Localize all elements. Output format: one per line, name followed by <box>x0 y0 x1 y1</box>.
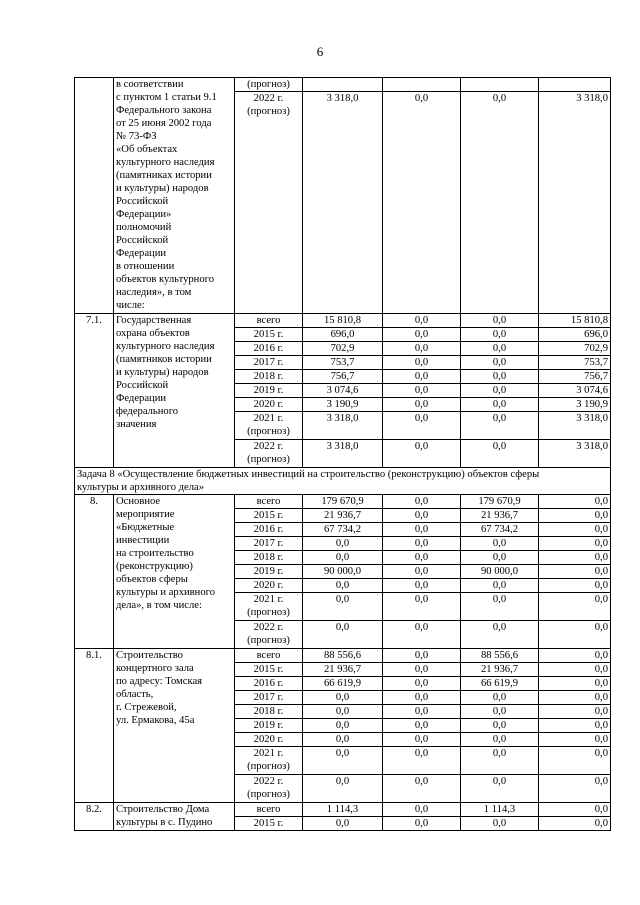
value-cell: 3 318,0 <box>539 92 611 314</box>
value-cell: 3 318,0 <box>539 440 611 468</box>
value-cell: 0,0 <box>461 719 539 733</box>
description-line: (памятников истории <box>116 354 212 365</box>
value-cell: 3 318,0 <box>303 440 383 468</box>
value-cell: 0,0 <box>539 663 611 677</box>
table-row <box>75 314 611 328</box>
value-cell <box>303 78 383 92</box>
value-cell: 0,0 <box>461 92 539 314</box>
year-cell <box>235 677 303 691</box>
year-label: 2017 г. <box>253 538 284 549</box>
value-cell: 0,0 <box>303 537 383 551</box>
year-label: (прогноз) <box>247 79 290 90</box>
value-cell: 0,0 <box>383 537 461 551</box>
value-cell: 0,0 <box>303 719 383 733</box>
row-description <box>114 803 235 831</box>
value-cell: 0,0 <box>303 621 383 649</box>
value-cell: 0,0 <box>383 370 461 384</box>
description-line: федерального <box>116 406 179 417</box>
value-cell: 756,7 <box>539 370 611 384</box>
description-line: культуры и архивного <box>116 587 216 598</box>
year-label: 2021 г. <box>253 594 284 605</box>
value-cell: 0,0 <box>539 719 611 733</box>
value-cell: 0,0 <box>383 495 461 509</box>
description-line: Строительство Дома <box>116 804 210 815</box>
budget-table <box>74 77 611 831</box>
year-cell <box>235 78 303 92</box>
table-row <box>75 649 611 663</box>
table-row <box>75 803 611 817</box>
year-label: 2016 г. <box>253 524 284 535</box>
year-cell <box>235 440 303 468</box>
year-label: 2021 г. <box>253 748 284 759</box>
year-cell <box>235 384 303 398</box>
row-description <box>114 314 235 468</box>
value-cell: 0,0 <box>303 551 383 565</box>
value-cell: 0,0 <box>303 747 383 775</box>
value-cell: 3 074,6 <box>303 384 383 398</box>
value-cell: 21 936,7 <box>461 663 539 677</box>
description-line: Российской <box>116 380 169 391</box>
value-cell: 67 734,2 <box>303 523 383 537</box>
description-line: Строительство <box>116 650 183 661</box>
description-line: объектов сферы <box>116 574 188 585</box>
value-cell: 0,0 <box>461 440 539 468</box>
year-label: (прогноз) <box>247 106 290 117</box>
row-description <box>114 495 235 649</box>
value-cell: 0,0 <box>461 412 539 440</box>
value-cell <box>539 78 611 92</box>
value-cell: 90 000,0 <box>461 565 539 579</box>
value-cell: 0,0 <box>383 579 461 593</box>
value-cell: 0,0 <box>383 92 461 314</box>
year-cell <box>235 747 303 775</box>
value-cell: 702,9 <box>303 342 383 356</box>
year-label: 2015 г. <box>253 329 284 340</box>
value-cell: 1 114,3 <box>461 803 539 817</box>
value-cell: 0,0 <box>461 356 539 370</box>
description-line: мероприятие <box>116 509 175 520</box>
description-line: (памятниках истории <box>116 170 212 181</box>
year-cell <box>235 523 303 537</box>
year-label: 2016 г. <box>253 343 284 354</box>
year-label: 2017 г. <box>253 357 284 368</box>
value-cell: 0,0 <box>303 817 383 831</box>
year-label: (прогноз) <box>247 761 290 772</box>
description-line: инвестиции <box>116 535 170 546</box>
year-cell <box>235 412 303 440</box>
value-cell: 0,0 <box>383 314 461 328</box>
value-cell: 0,0 <box>303 733 383 747</box>
value-cell: 0,0 <box>383 733 461 747</box>
year-label: 2020 г. <box>253 399 284 410</box>
year-cell <box>235 579 303 593</box>
year-label: 2018 г. <box>253 552 284 563</box>
year-label: 2022 г. <box>253 776 284 787</box>
value-cell: 0,0 <box>539 565 611 579</box>
value-cell: 3 318,0 <box>303 92 383 314</box>
description-line: Федерации <box>116 248 167 259</box>
year-label: (прогноз) <box>247 426 290 437</box>
value-cell: 0,0 <box>461 621 539 649</box>
value-cell: 0,0 <box>539 705 611 719</box>
description-line: наследия», в том <box>116 287 192 298</box>
description-line: охрана объектов <box>116 328 190 339</box>
description-line: культурного наследия <box>116 341 215 352</box>
year-cell <box>235 551 303 565</box>
table-row <box>75 495 611 509</box>
year-label: (прогноз) <box>247 454 290 465</box>
row-number: 8. <box>75 495 114 649</box>
task-text-line: Задача 8 «Осуществление бюджетных инвестиций на строительство (реконструкцию) объектов сферы <box>77 469 540 480</box>
value-cell: 0,0 <box>383 356 461 370</box>
year-label: 2015 г. <box>253 664 284 675</box>
year-cell <box>235 649 303 663</box>
value-cell: 0,0 <box>539 537 611 551</box>
value-cell: 0,0 <box>539 579 611 593</box>
year-label: (прогноз) <box>247 789 290 800</box>
value-cell: 0,0 <box>383 817 461 831</box>
value-cell: 0,0 <box>383 621 461 649</box>
value-cell: 0,0 <box>383 565 461 579</box>
description-line: Государственная <box>116 315 192 326</box>
year-cell <box>235 565 303 579</box>
value-cell: 0,0 <box>383 747 461 775</box>
value-cell: 0,0 <box>303 691 383 705</box>
value-cell: 0,0 <box>461 817 539 831</box>
value-cell: 702,9 <box>539 342 611 356</box>
value-cell: 0,0 <box>461 593 539 621</box>
description-line: и культуры) народов <box>116 183 209 194</box>
description-line: Федерации» <box>116 209 172 220</box>
description-line: «Об объектах <box>116 144 178 155</box>
year-label: 2022 г. <box>253 93 284 104</box>
value-cell: 0,0 <box>539 803 611 817</box>
value-cell: 3 190,9 <box>303 398 383 412</box>
value-cell: 21 936,7 <box>461 509 539 523</box>
value-cell: 1 114,3 <box>303 803 383 817</box>
value-cell: 0,0 <box>539 677 611 691</box>
value-cell: 0,0 <box>461 579 539 593</box>
description-line: значения <box>116 419 157 430</box>
table-row <box>75 78 611 92</box>
year-label: 2019 г. <box>253 385 284 396</box>
description-line: культуры в с. Пудино <box>116 817 213 828</box>
year-label: всего <box>256 650 281 661</box>
value-cell: 0,0 <box>539 691 611 705</box>
value-cell: 0,0 <box>461 314 539 328</box>
value-cell: 0,0 <box>539 649 611 663</box>
value-cell: 0,0 <box>539 523 611 537</box>
year-cell <box>235 719 303 733</box>
year-label: (прогноз) <box>247 635 290 646</box>
description-line: Российской <box>116 235 169 246</box>
task-row <box>75 468 611 495</box>
value-cell <box>461 78 539 92</box>
description-line: концертного зала <box>116 663 194 674</box>
value-cell: 21 936,7 <box>303 663 383 677</box>
value-cell: 0,0 <box>539 817 611 831</box>
year-label: 2015 г. <box>253 818 284 829</box>
description-line: объектов культурного <box>116 274 215 285</box>
value-cell: 0,0 <box>383 705 461 719</box>
value-cell: 0,0 <box>539 747 611 775</box>
description-line: с пунктом 1 статьи 9.1 <box>116 92 217 103</box>
year-cell <box>235 691 303 705</box>
task-text-line: культуры и архивного дела» <box>77 482 205 493</box>
year-cell <box>235 733 303 747</box>
year-cell <box>235 92 303 314</box>
value-cell: 0,0 <box>383 663 461 677</box>
value-cell: 0,0 <box>383 523 461 537</box>
year-cell <box>235 356 303 370</box>
year-cell <box>235 775 303 803</box>
value-cell: 0,0 <box>539 509 611 523</box>
description-line: и культуры) народов <box>116 367 209 378</box>
value-cell: 0,0 <box>303 593 383 621</box>
description-line: культурного наследия <box>116 157 215 168</box>
description-line: полномочий <box>116 222 172 233</box>
value-cell: 0,0 <box>383 719 461 733</box>
value-cell: 0,0 <box>539 733 611 747</box>
value-cell: 0,0 <box>383 775 461 803</box>
value-cell: 0,0 <box>303 705 383 719</box>
year-cell <box>235 705 303 719</box>
year-cell <box>235 509 303 523</box>
description-line: ул. Ермакова, 45а <box>116 715 195 726</box>
value-cell: 0,0 <box>303 579 383 593</box>
value-cell: 15 810,8 <box>303 314 383 328</box>
value-cell: 0,0 <box>383 440 461 468</box>
year-cell <box>235 537 303 551</box>
description-line: № 73-ФЗ <box>116 131 157 142</box>
value-cell: 0,0 <box>461 537 539 551</box>
year-label: 2019 г. <box>253 720 284 731</box>
value-cell: 21 936,7 <box>303 509 383 523</box>
value-cell: 756,7 <box>303 370 383 384</box>
value-cell: 0,0 <box>383 803 461 817</box>
year-label: 2018 г. <box>253 371 284 382</box>
year-cell <box>235 621 303 649</box>
value-cell: 67 734,2 <box>461 523 539 537</box>
value-cell: 753,7 <box>539 356 611 370</box>
value-cell <box>383 78 461 92</box>
value-cell: 0,0 <box>303 775 383 803</box>
year-label: 2020 г. <box>253 580 284 591</box>
value-cell: 0,0 <box>383 677 461 691</box>
year-label: 2016 г. <box>253 678 284 689</box>
year-cell <box>235 370 303 384</box>
description-line: «Бюджетные <box>116 522 175 533</box>
row-number: 8.1. <box>75 649 114 803</box>
year-label: 2018 г. <box>253 706 284 717</box>
value-cell: 0,0 <box>461 398 539 412</box>
year-cell <box>235 817 303 831</box>
value-cell: 0,0 <box>461 775 539 803</box>
description-line: Основное <box>116 496 161 507</box>
description-line: г. Стрежевой, <box>116 702 177 713</box>
value-cell: 0,0 <box>461 384 539 398</box>
year-cell <box>235 663 303 677</box>
value-cell: 0,0 <box>461 328 539 342</box>
year-label: 2022 г. <box>253 622 284 633</box>
value-cell: 753,7 <box>303 356 383 370</box>
description-line: на строительство <box>116 548 194 559</box>
description-line: (реконструкцию) <box>116 561 193 572</box>
year-label: 2022 г. <box>253 441 284 452</box>
row-description <box>114 649 235 803</box>
value-cell: 0,0 <box>383 328 461 342</box>
task-heading <box>75 468 611 495</box>
value-cell: 0,0 <box>461 747 539 775</box>
year-label: 2019 г. <box>253 566 284 577</box>
value-cell: 0,0 <box>383 342 461 356</box>
value-cell: 0,0 <box>539 775 611 803</box>
value-cell: 0,0 <box>461 370 539 384</box>
description-line: в соответствии <box>116 79 184 90</box>
year-label: (прогноз) <box>247 607 290 618</box>
description-line: в отношении <box>116 261 175 272</box>
value-cell: 15 810,8 <box>539 314 611 328</box>
value-cell: 0,0 <box>539 495 611 509</box>
value-cell: 0,0 <box>539 621 611 649</box>
value-cell: 696,0 <box>539 328 611 342</box>
value-cell: 179 670,9 <box>303 495 383 509</box>
year-label: 2015 г. <box>253 510 284 521</box>
value-cell: 0,0 <box>383 384 461 398</box>
value-cell: 0,0 <box>539 593 611 621</box>
value-cell: 3 074,6 <box>539 384 611 398</box>
row-number: 8.2. <box>75 803 114 831</box>
value-cell: 3 318,0 <box>539 412 611 440</box>
description-line: Федерального закона <box>116 105 212 116</box>
value-cell: 90 000,0 <box>303 565 383 579</box>
value-cell: 0,0 <box>383 412 461 440</box>
value-cell: 0,0 <box>383 593 461 621</box>
year-cell <box>235 593 303 621</box>
year-label: всего <box>256 804 281 815</box>
value-cell: 0,0 <box>461 733 539 747</box>
row-description <box>114 78 235 314</box>
value-cell: 0,0 <box>539 551 611 565</box>
value-cell: 179 670,9 <box>461 495 539 509</box>
year-cell <box>235 342 303 356</box>
value-cell: 88 556,6 <box>303 649 383 663</box>
value-cell: 0,0 <box>461 705 539 719</box>
year-label: 2017 г. <box>253 692 284 703</box>
value-cell: 0,0 <box>383 398 461 412</box>
year-cell <box>235 398 303 412</box>
value-cell: 0,0 <box>383 509 461 523</box>
value-cell: 0,0 <box>461 551 539 565</box>
year-cell <box>235 495 303 509</box>
value-cell: 0,0 <box>383 691 461 705</box>
description-line: дела», в том числе: <box>116 600 202 611</box>
year-label: 2020 г. <box>253 734 284 745</box>
year-label: всего <box>256 315 281 326</box>
value-cell: 3 318,0 <box>303 412 383 440</box>
year-cell <box>235 314 303 328</box>
description-line: от 25 июня 2002 года <box>116 118 212 129</box>
description-line: Федерации <box>116 393 167 404</box>
description-line: Российской <box>116 196 169 207</box>
description-line: область, <box>116 689 154 700</box>
value-cell: 3 190,9 <box>539 398 611 412</box>
value-cell: 0,0 <box>461 691 539 705</box>
row-number: 7.1. <box>75 314 114 468</box>
page-number: 6 <box>316 44 324 59</box>
value-cell: 0,0 <box>383 649 461 663</box>
value-cell: 66 619,9 <box>461 677 539 691</box>
description-line: числе: <box>116 300 145 311</box>
value-cell: 66 619,9 <box>303 677 383 691</box>
description-line: по адресу: Томская <box>116 676 203 687</box>
value-cell: 696,0 <box>303 328 383 342</box>
value-cell: 0,0 <box>461 342 539 356</box>
year-label: 2021 г. <box>253 413 284 424</box>
row-number <box>75 78 114 314</box>
year-label: всего <box>256 496 281 507</box>
value-cell: 0,0 <box>383 551 461 565</box>
year-cell <box>235 328 303 342</box>
year-cell <box>235 803 303 817</box>
value-cell: 88 556,6 <box>461 649 539 663</box>
